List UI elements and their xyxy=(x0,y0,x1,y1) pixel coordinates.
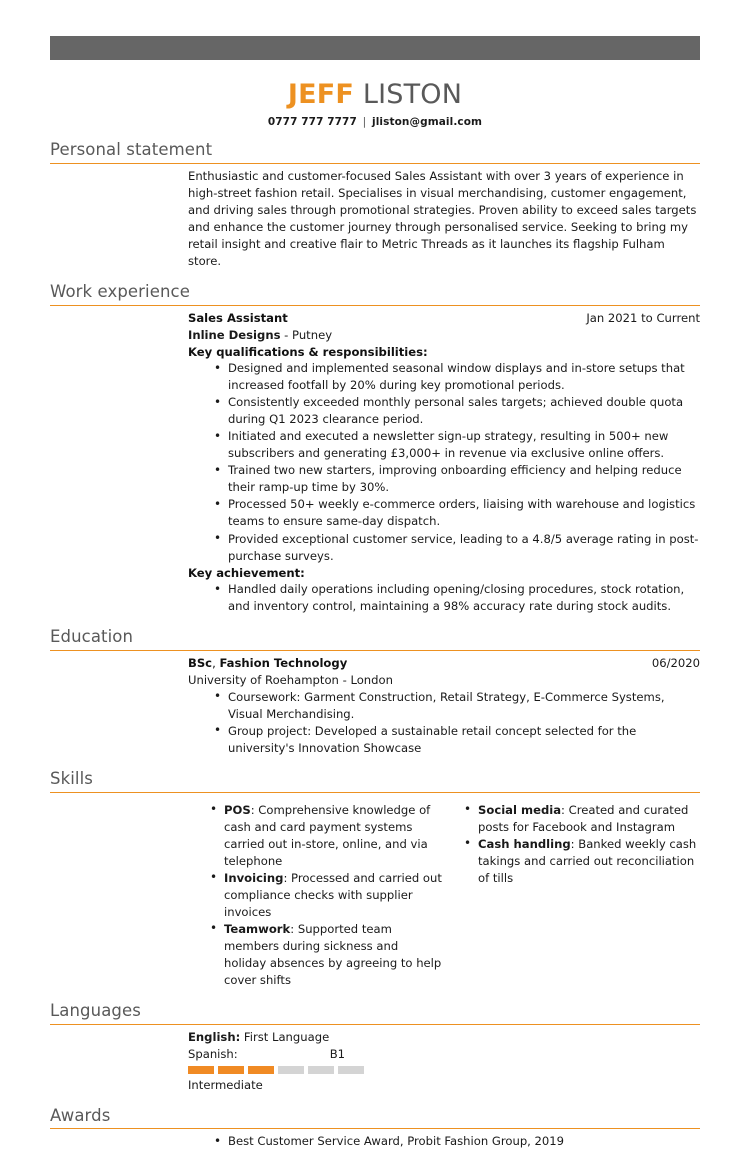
job-header-row xyxy=(188,310,700,327)
awards-list xyxy=(188,1133,700,1150)
job-organisation xyxy=(188,327,700,344)
degree xyxy=(188,655,347,672)
education-header-row xyxy=(188,655,700,672)
skills-list-left xyxy=(188,802,444,989)
list-item: • Provided exceptional customer service, leading to a 4.8/5 average rating in post-purchase surveys. xyxy=(214,531,700,565)
section-title-work-experience: Work experience xyxy=(50,283,700,306)
languages-body xyxy=(50,1025,700,1093)
education-date: 06/2020 xyxy=(651,656,700,671)
section-title-awards: Awards xyxy=(50,1107,700,1130)
list-item: • Handled daily operations including opening/closing procedures, stock rotation, and inventory control, maintaining a 98% accuracy rate during stock audits. xyxy=(214,581,700,615)
achievement-label: Key achievement: xyxy=(188,565,305,580)
achievements-list xyxy=(188,581,700,615)
list-item: • Best Customer Service Award, Probit Fashion Group, 2019 xyxy=(214,1133,700,1150)
meter-segment-filled xyxy=(188,1066,214,1074)
skill-name: Cash handling xyxy=(478,836,571,851)
contact-separator: | xyxy=(362,116,367,128)
meter-segment-empty xyxy=(308,1066,334,1074)
section-title-education: Education xyxy=(50,628,700,651)
header-accent-bar xyxy=(50,36,700,60)
meter-segment-empty xyxy=(338,1066,364,1074)
language-name: English: xyxy=(188,1030,241,1045)
meter-segment-filled xyxy=(218,1066,244,1074)
meter-segment-filled xyxy=(248,1066,274,1074)
skills-column-right xyxy=(444,802,700,989)
skill-name: Teamwork xyxy=(224,921,291,936)
section-education xyxy=(50,628,700,756)
section-title-skills: Skills xyxy=(50,770,700,793)
skill-desc: : Created and curated posts for Facebook and Instagram xyxy=(478,802,689,834)
candidate-name xyxy=(50,81,700,108)
list-item: • Designed and implemented seasonal window displays and in-store setups that increased footfall by 20% during key promotional periods. xyxy=(214,360,700,394)
degree-qualification: BSc xyxy=(188,656,213,671)
phone-number: 0777 777 7777 xyxy=(267,116,357,128)
list-item xyxy=(210,921,444,989)
list-item xyxy=(464,836,700,887)
education-institution-row xyxy=(188,672,700,689)
language-proficiency-meter xyxy=(188,1066,700,1074)
institution-location: London xyxy=(350,672,393,687)
section-awards xyxy=(50,1107,700,1151)
language-entry-english xyxy=(188,1029,700,1046)
list-item: • Consistently exceeded monthly personal sales targets; achieved double quota during Q1 2023 clearance period. xyxy=(214,394,700,428)
name-block xyxy=(50,81,700,128)
company-location-separator: - xyxy=(280,327,293,342)
skill-name: Social media xyxy=(478,802,562,817)
responsibilities-list xyxy=(188,360,700,564)
degree-separator: , xyxy=(212,656,220,671)
personal-statement-body xyxy=(50,164,700,270)
language-proficiency-label: Intermediate xyxy=(188,1078,263,1093)
section-work-experience xyxy=(50,283,700,615)
first-name: JEFF xyxy=(287,79,355,110)
contact-line xyxy=(50,116,700,128)
section-languages xyxy=(50,1002,700,1093)
company-location: Putney xyxy=(292,327,333,342)
education-body xyxy=(50,651,700,757)
section-title-personal-statement: Personal statement xyxy=(50,141,700,164)
list-item: • Trained two new starters, improving onboarding efficiency and helping reduce their ramp-up time by 30%. xyxy=(214,462,700,496)
institution-separator: - xyxy=(338,672,351,687)
skills-body xyxy=(50,793,700,989)
work-experience-body xyxy=(50,306,700,615)
education-details-list xyxy=(188,689,700,757)
skills-column-left xyxy=(188,802,444,989)
qualifications-label: Key qualifications & responsibilities: xyxy=(188,344,428,359)
skill-desc: : Processed and carried out compliance checks with supplier invoices xyxy=(224,870,442,919)
email-address: jliston@gmail.com xyxy=(372,116,483,128)
section-title-languages: Languages xyxy=(50,1002,700,1025)
skill-desc: : Supported team members during sickness and holiday absences by agreeing to help cover shifts xyxy=(224,921,442,988)
job-dates: Jan 2021 to Current xyxy=(586,311,700,326)
institution-name: University of Roehampton xyxy=(188,672,339,687)
skills-columns xyxy=(188,797,700,989)
list-item xyxy=(210,870,444,921)
list-item: • Initiated and executed a newsletter sign-up strategy, resulting in 500+ new subscribers and generating £3,000+ in revenue via exclusive online offers. xyxy=(214,428,700,462)
skill-desc: : Banked weekly cash takings and carried out reconciliation of tills xyxy=(478,836,697,885)
language-entry-spanish xyxy=(188,1046,700,1063)
degree-subject: Fashion Technology xyxy=(219,656,348,671)
language-level-code: B1 xyxy=(329,1046,346,1061)
list-item: • Processed 50+ weekly e-commerce orders, liaising with warehouse and logistics teams to ensure same-day dispatch. xyxy=(214,496,700,530)
skills-list-right xyxy=(444,802,700,887)
list-item xyxy=(210,802,444,870)
meter-segment-empty xyxy=(278,1066,304,1074)
job-role: Sales Assistant xyxy=(188,311,288,326)
section-personal-statement xyxy=(50,141,700,270)
skill-name: POS xyxy=(224,802,251,817)
personal-statement-text: Enthusiastic and customer-focused Sales Assistant with over 3 years of experience in high-street fashion retail. Specialises in visual merchandising, customer engagement, and driving sales through promotional strategies. Proven ability to exceed sales targets and enhance the customer journey through personalised service. Seeking to bring my retail insight and creative flair to Metric Threads as it launches its flagship Fulham store. xyxy=(188,168,697,269)
company-name: Inline Designs xyxy=(188,327,281,342)
list-item: • Coursework: Garment Construction, Retail Strategy, E-Commerce Systems, Visual Merchandising. xyxy=(214,689,700,723)
last-name: LISTON xyxy=(362,79,463,110)
language-name: Spanish: xyxy=(188,1046,238,1061)
language-value: First Language xyxy=(240,1030,330,1045)
list-item: • Group project: Developed a sustainable retail concept selected for the university's Innovation Showcase xyxy=(214,723,700,757)
list-item xyxy=(464,802,700,836)
awards-body xyxy=(50,1129,700,1150)
section-skills xyxy=(50,770,700,989)
resume-page xyxy=(0,36,750,1149)
skill-name: Invoicing xyxy=(224,870,284,885)
skill-desc: : Comprehensive knowledge of cash and card payment systems carried out in-store, online, and via telephone xyxy=(224,802,431,868)
